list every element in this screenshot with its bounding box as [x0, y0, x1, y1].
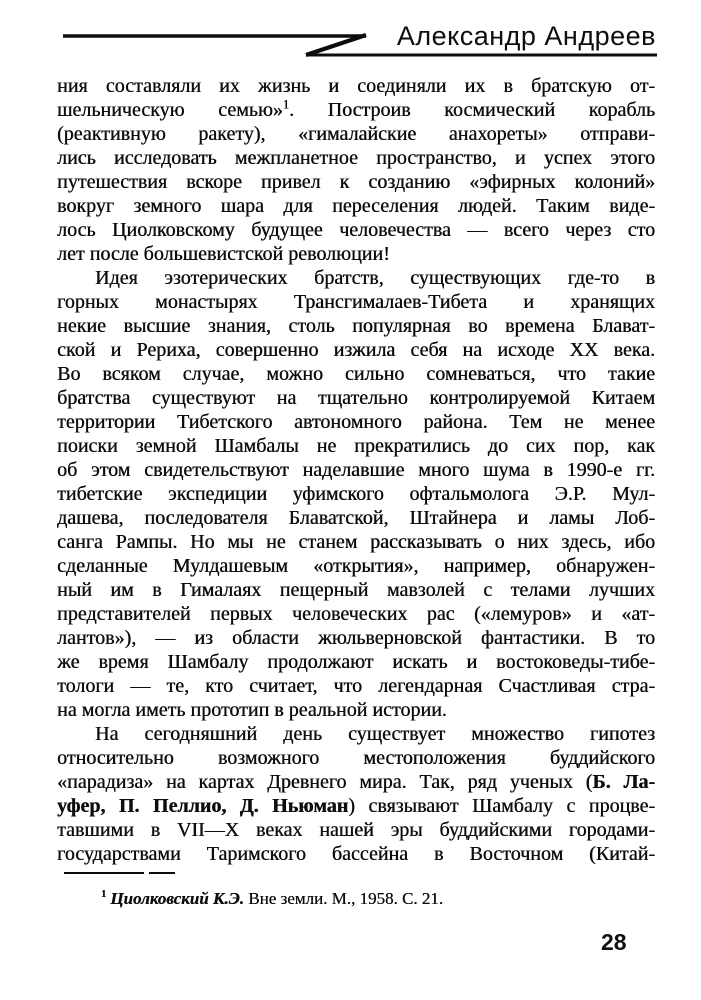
text-segment: ) связывают Шамбалу с процве-: [348, 795, 656, 817]
text-segment: шельническую семью»: [57, 99, 283, 121]
footnote-separator: [64, 872, 144, 874]
text-line: [57, 458, 655, 482]
text-line: [57, 386, 655, 410]
text-line: [57, 74, 655, 98]
footnote-reference-mark: 1: [282, 97, 289, 112]
text-line: [57, 410, 655, 434]
text-line: [57, 194, 655, 218]
text-segment: братства существуют на тщательно контролируемой Китаем: [57, 387, 655, 409]
text-segment: лось Циолковскому будущее человечества — всего через сто: [57, 219, 655, 241]
text-line: [57, 554, 655, 578]
text-segment: путешествия вскоре привел к созданию «эфирных колоний»: [57, 171, 655, 193]
footnote-marker: 1: [101, 889, 107, 901]
text-segment: на могла иметь прототип в реальной истории.: [57, 699, 447, 721]
text-line: [57, 818, 655, 842]
text-line: [57, 242, 655, 266]
text-line: [57, 338, 655, 362]
text-line: [57, 842, 655, 866]
text-segment: лантов»), — из области жюльверновской фантастики. В то: [57, 627, 655, 649]
emphasized-text: Б. Ла-: [592, 771, 655, 793]
text-segment: лет после большевистской революции!: [57, 243, 390, 265]
text-segment: об этом свидетельствуют наделавшие много шума в 1990-е гг.: [57, 459, 655, 481]
text-segment: ния составляли их жизнь и соединяли их в братскую от-: [57, 75, 655, 97]
text-segment: вокруг земного шара для переселения людей. Таким виде-: [57, 195, 655, 217]
text-segment: лись исследовать межпланетное пространство, и успех этого: [57, 147, 655, 169]
page-number: 28: [601, 929, 627, 955]
text-line: [57, 122, 655, 146]
paragraph: [57, 74, 655, 266]
text-line: [57, 530, 655, 554]
text-segment: же время Шамбалу продолжают искать и востоковеды-тибе-: [57, 651, 655, 673]
text-segment: поиски земной Шамбалы не прекратились до сих пор, как: [57, 435, 655, 457]
text-segment: «парадиза» на картах Древнего мира. Так, ряд ученых (: [57, 771, 593, 793]
text-segment: Во всяком случае, можно сильно сомневаться, что такие: [57, 363, 655, 385]
text-segment: тологи — те, кто считает, что легендарная Счастливая стра-: [57, 675, 655, 697]
text-line: [57, 482, 655, 506]
text-segment: территории Тибетского автономного района. Тем не менее: [57, 411, 655, 433]
text-segment: тавшими в VII—X веках нашей эры буддийскими городами-: [57, 819, 655, 841]
text-line: [57, 266, 655, 290]
text-segment: тибетские экспедиции уфимского офтальмолога Э.Р. Мул-: [57, 483, 655, 505]
text-line: [57, 722, 655, 746]
text-line: [57, 626, 655, 650]
text-line: [57, 578, 655, 602]
text-segment: ской и Рериха, совершенно изжила себя на исходе XX века.: [57, 339, 655, 361]
text-line: [57, 650, 655, 674]
text-line: [57, 602, 655, 626]
text-segment: На сегодняшний день существует множество гипотез: [95, 723, 655, 745]
text-line: [57, 794, 655, 818]
text-line: [57, 746, 655, 770]
text-segment: Идея эзотерических братств, существующих где-то в: [95, 267, 655, 289]
emphasized-text: уфер, П. Пеллио, Д. Ньюман: [57, 795, 349, 817]
footnote-separator-dash: [149, 872, 175, 874]
text-line: [57, 146, 655, 170]
text-segment: сделанные Мулдашевым «открытия», например, обнаружен-: [57, 555, 655, 577]
body-text: [57, 74, 655, 866]
footnote-citation-text: Вне земли. М., 1958. С. 21.: [244, 889, 444, 908]
text-line: [57, 170, 655, 194]
text-segment: представителей первых человеческих рас («лемуров» и «ат-: [57, 603, 655, 625]
text-segment: санга Рампы. Но мы не станем рассказывать о них здесь, ибо: [57, 531, 655, 553]
text-line: [57, 770, 655, 794]
text-segment: ный им в Гималаях пещерный мавзолей с телами лучших: [57, 579, 655, 601]
text-segment: . Построив космический корабль: [289, 99, 655, 121]
text-line: [57, 362, 655, 386]
text-line: [57, 434, 655, 458]
paragraph: [57, 722, 655, 866]
text-line: [57, 290, 655, 314]
text-segment: горных монастырях Трансгималаев-Тибета и хранящих: [57, 291, 655, 313]
text-segment: некие высшие знания, столь популярная во времена Блават-: [57, 315, 655, 337]
footnote: [57, 888, 655, 909]
paragraph: [57, 266, 655, 722]
text-line: [57, 218, 655, 242]
text-segment: государствами Таримского бассейна в Восточном (Китай-: [57, 843, 655, 865]
text-segment: относительно возможного местоположения буддийского: [57, 747, 655, 769]
text-line: [57, 674, 655, 698]
text-line: [57, 98, 655, 122]
text-line: [57, 698, 655, 722]
text-segment: дашева, последователя Блаватской, Штайнера и ламы Лоб-: [57, 507, 655, 529]
text-line: [57, 506, 655, 530]
text-line: [57, 314, 655, 338]
header-author: Александр Андреев: [396, 21, 656, 51]
text-segment: (реактивную ракету), «гималайские анахореты» отправи-: [57, 123, 655, 145]
footnote-citation-author: Циолковский К.Э.: [110, 889, 244, 908]
